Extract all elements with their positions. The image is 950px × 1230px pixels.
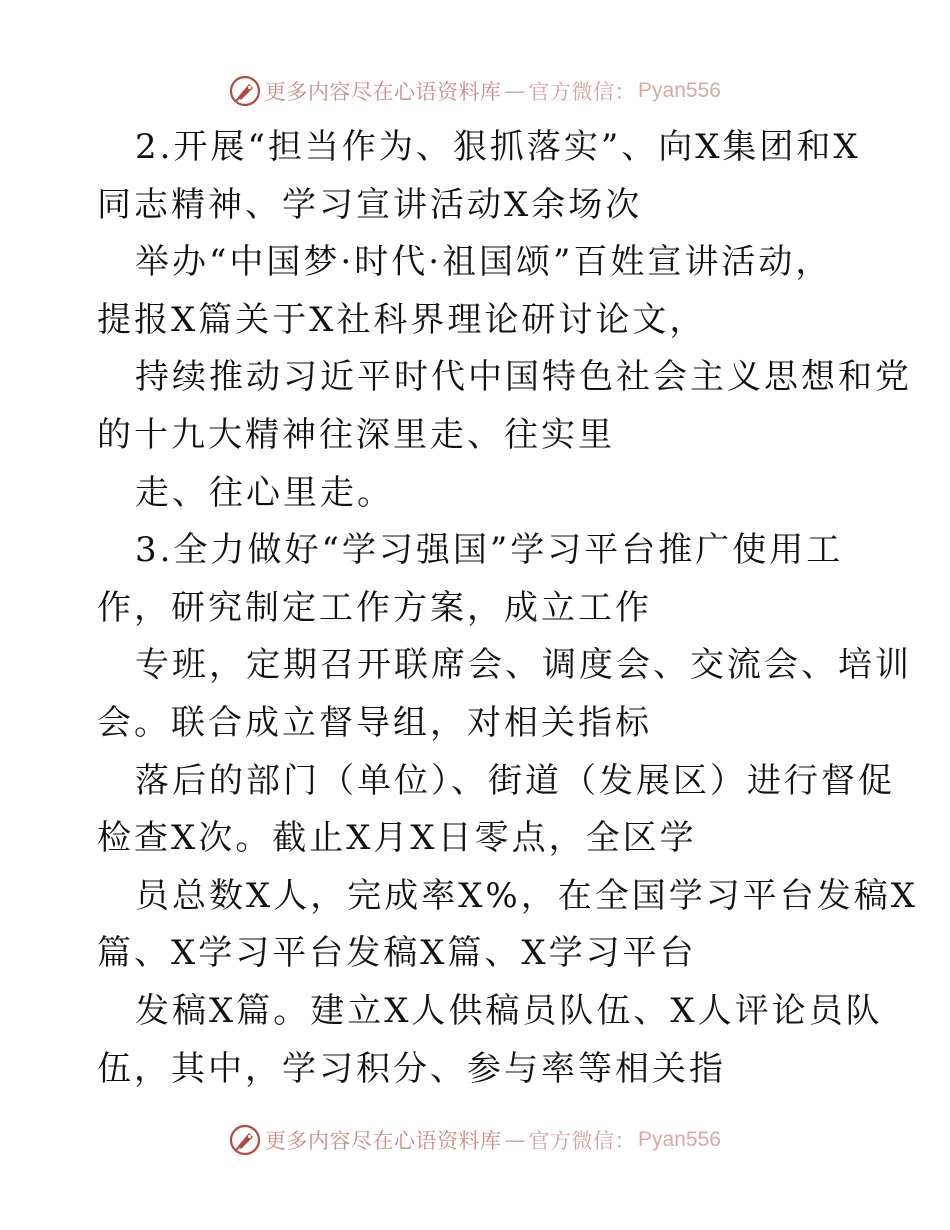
body-text-line: 篇、X学习平台发稿X篇、X学习平台	[97, 933, 697, 974]
pen-nib-logo-icon	[229, 75, 261, 107]
watermark-separator: —	[504, 1128, 526, 1152]
body-text-line: 会。联合成立督导组，对相关指标	[97, 702, 652, 743]
watermark-official-label: 官方微信：	[528, 80, 637, 104]
watermark-text: 更多内容尽在心语资料库	[265, 80, 502, 104]
body-text-line: 提报X篇关于X社科界理论研讨论文，	[97, 299, 707, 340]
watermark-text: 更多内容尽在心语资料库	[265, 1129, 502, 1153]
footer-watermark	[0, 1120, 950, 1160]
watermark-account: Pyan556	[638, 79, 721, 102]
body-text-line: 落后的部门（单位）、街道（发展区）进行督促	[135, 760, 895, 801]
pen-nib-logo-icon	[229, 1124, 261, 1156]
body-text-line: 走、往心里走。	[135, 472, 394, 513]
body-text-line: 专班，定期召开联席会、调度会、交流会、培训	[135, 645, 912, 686]
body-text-line: 伍，其中，学习积分、参与率等相关指	[97, 1048, 726, 1089]
header-watermark	[0, 71, 950, 111]
body-text-line: 同志精神、学习宣讲活动X余场次	[97, 184, 643, 225]
watermark-official-label: 官方微信：	[528, 1129, 637, 1153]
body-text-line: 3.全力做好“学习强国”学习平台推广使用工	[135, 530, 844, 571]
document-body	[97, 119, 918, 1098]
body-text-line: 发稿X篇。建立X人供稿员队伍、X人评论员队	[135, 990, 883, 1031]
body-text-line: 作，研究制定工作方案，成立工作	[97, 587, 652, 628]
body-text-line: 举办“中国梦·时代·祖国颂”百姓宣讲活动，	[135, 242, 833, 283]
body-text-line: 2.开展“担当作为、狠抓落实”、向X集团和X	[135, 127, 861, 167]
watermark-separator: —	[504, 79, 526, 103]
body-text-line: 持续推动习近平时代中国特色社会主义思想和党	[135, 357, 912, 398]
watermark-account: Pyan556	[638, 1128, 721, 1151]
body-text-line: 员总数X人，完成率X%，在全国学习平台发稿X	[135, 875, 918, 916]
body-text-line: 的十九大精神往深里走、往实里	[97, 414, 615, 455]
body-text-line: 检查X次。截止X月X日零点，全区学	[97, 818, 697, 859]
